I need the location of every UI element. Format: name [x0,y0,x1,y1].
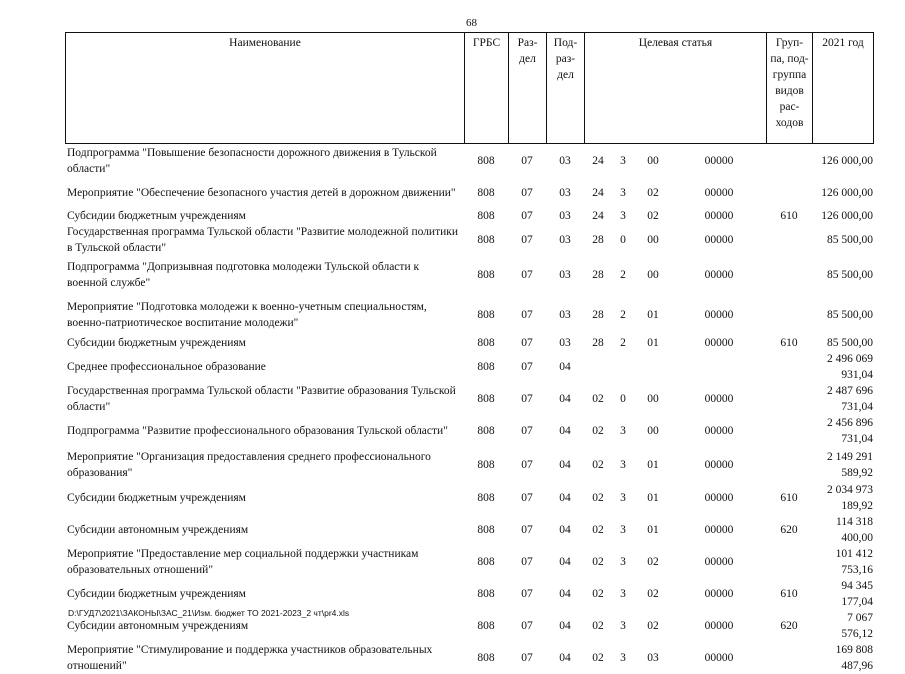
row-grbs: 808 [477,492,495,504]
row-target-event: 00 [647,393,659,405]
row-amount: 2 456 896 731,04 [827,417,873,445]
table-row [65,177,873,208]
table-row [65,482,873,514]
row-target-program: 02 [592,620,604,632]
row-razdel: 07 [521,361,533,373]
row-razdel: 07 [521,588,533,600]
row-amount: 7 067 576,12 [841,612,873,640]
row-target-subprogram: 3 [620,210,626,222]
row-expense-group [766,224,812,256]
row-name: Мероприятие "Стимулирование и поддержка участников образовательных отношений" [67,644,433,672]
table-row [65,224,873,256]
row-target-direction [672,351,766,383]
header-target: Целевая статья [585,33,767,144]
row-grbs: 808 [477,620,495,632]
row-target-subprogram: 3 [620,620,626,632]
row-target-subprogram: 3 [620,556,626,568]
table-row [65,351,873,383]
row-target-direction: 00000 [704,337,734,349]
row-target-event: 02 [647,556,659,568]
row-expense-group [766,383,812,415]
row-amount: 85 500,00 [827,337,873,349]
row-expense-group: 620 [780,620,798,632]
row-name: Субсидии автономным учреждениям [67,524,249,536]
row-razdel: 07 [521,524,533,536]
row-podrazdel: 03 [559,186,571,199]
row-target-direction: 00000 [704,524,734,536]
table-row [65,546,873,578]
table-row [65,642,873,674]
row-amount: 2 034 973 189,92 [827,484,873,512]
header-podrazdel: Под-раз-дел [547,33,585,144]
row-target-program: 24 [592,186,604,199]
row-expense-group [766,256,812,294]
row-target-subprogram: 0 [620,234,626,246]
row-target-direction: 00000 [704,308,734,321]
header-razdel: Раз-дел [509,33,547,144]
row-razdel: 07 [521,620,533,632]
row-amount: 114 318 400,00 [836,516,873,544]
row-name: Мероприятие "Подготовка молодежи к военно-учетным специальностям, военно-патриотическое воспитание молодежи" [67,300,427,329]
row-target-program: 24 [592,210,604,222]
row-podrazdel: 03 [559,308,571,321]
row-podrazdel: 04 [559,425,571,437]
row-grbs: 808 [477,210,495,222]
row-expense-group [766,546,812,578]
row-podrazdel: 03 [559,210,571,222]
row-podrazdel: 04 [559,652,571,664]
row-target-direction: 00000 [704,588,734,600]
row-expense-group [766,642,812,674]
row-expense-group: 610 [780,337,798,349]
row-razdel: 07 [521,393,533,405]
row-podrazdel: 03 [559,269,571,281]
row-target-program: 02 [592,556,604,568]
row-name: Подпрограмма "Повышение безопасности дорожного движения в Тульской области" [67,147,437,175]
row-target-direction: 00000 [704,425,734,437]
row-target-event: 01 [647,337,659,349]
row-amount: 94 345 177,04 [841,580,873,608]
file-path: D:\ГУД7\2021\ЗАКОНЫ\ЗАС_21\Изм. бюджет ТО 2021-2023_2 чт\pr4.xls [68,608,350,618]
row-amount: 169 808 487,96 [835,644,873,672]
row-target-event: 01 [647,458,659,471]
row-podrazdel: 03 [559,337,571,349]
row-name: Государственная программа Тульской области "Развитие молодежной политики в Тульской области" [67,226,459,254]
row-expense-group [766,294,812,335]
header-name: Наименование [66,33,465,144]
row-target-program: 24 [592,155,604,167]
row-target-event: 02 [647,588,659,600]
table-row [65,447,873,482]
row-grbs: 808 [477,234,495,246]
row-target-direction: 00000 [704,620,734,632]
row-amount: 85 500,00 [827,308,873,321]
row-podrazdel: 04 [559,556,571,568]
row-grbs: 808 [477,588,495,600]
row-target-event: 03 [647,652,659,664]
row-expense-group: 610 [780,492,798,504]
row-target-program: 02 [592,393,604,405]
row-razdel: 07 [521,425,533,437]
row-expense-group [766,145,812,177]
row-amount: 126 000,00 [821,186,873,199]
row-amount: 2 149 291 589,92 [827,450,873,479]
row-target-program: 28 [592,269,604,281]
row-podrazdel: 03 [559,234,571,246]
row-amount: 2 496 069 931,04 [827,353,873,381]
row-target-subprogram: 3 [620,425,626,437]
table-row [65,514,873,546]
row-name: Подпрограмма "Развитие профессионального образования Тульской области" [67,425,448,437]
row-target-direction: 00000 [704,155,734,167]
header-grbs: ГРБС [465,33,509,144]
table-row [65,383,873,415]
row-grbs: 808 [477,652,495,664]
row-target-event: 01 [647,308,659,321]
row-razdel: 07 [521,186,533,199]
row-amount: 85 500,00 [827,234,873,246]
row-podrazdel: 04 [559,361,571,373]
row-target-direction: 00000 [704,234,734,246]
budget-table [65,145,873,674]
row-grbs: 808 [477,269,495,281]
table-row [65,415,873,447]
row-target-program: 02 [592,492,604,504]
row-target-program [584,351,612,383]
row-grbs: 808 [477,155,495,167]
row-amount: 126 000,00 [821,210,873,222]
row-target-program: 28 [592,234,604,246]
row-name: Среднее профессиональное образование [67,361,266,373]
table-row [65,578,873,610]
row-target-subprogram [612,351,634,383]
table-header [65,32,874,144]
row-grbs: 808 [477,425,495,437]
row-razdel: 07 [521,652,533,664]
row-razdel: 07 [521,337,533,349]
row-grbs: 808 [477,337,495,349]
row-target-event: 02 [647,210,659,222]
row-target-direction: 00000 [704,652,734,664]
row-name: Мероприятие "Обеспечение безопасного участия детей в дорожном движении" [67,186,456,199]
row-name: Государственная программа Тульской области "Развитие образования Тульской области" [67,385,456,413]
row-target-event: 00 [647,425,659,437]
row-expense-group: 610 [780,588,798,600]
row-grbs: 808 [477,308,495,321]
row-name: Субсидии бюджетным учреждениям [67,337,246,349]
header-group: Груп-па, под-группа видов рас-ходов [767,33,813,144]
row-target-event: 02 [647,186,659,199]
row-amount: 126 000,00 [821,155,873,167]
row-razdel: 07 [521,556,533,568]
row-name: Субсидии бюджетным учреждениям [67,210,246,222]
row-target-program: 02 [592,425,604,437]
row-target-subprogram: 2 [620,308,626,321]
row-target-event: 01 [647,524,659,536]
row-podrazdel: 04 [559,458,571,471]
row-target-subprogram: 3 [620,652,626,664]
row-target-direction: 00000 [704,186,734,199]
row-expense-group: 620 [780,524,798,536]
row-expense-group [766,415,812,447]
row-razdel: 07 [521,155,533,167]
row-target-subprogram: 3 [620,458,626,471]
row-target-program: 02 [592,652,604,664]
row-podrazdel: 03 [559,155,571,167]
row-expense-group [766,351,812,383]
row-podrazdel: 04 [559,524,571,536]
row-name: Субсидии автономным учреждениям [67,620,249,632]
row-target-event: 00 [647,155,659,167]
table-row [65,335,873,351]
row-target-event: 00 [647,234,659,246]
row-name: Подпрограмма "Допризывная подготовка молодежи Тульской области к военной службе" [67,261,420,289]
row-target-subprogram: 3 [620,588,626,600]
row-razdel: 07 [521,492,533,504]
row-grbs: 808 [477,361,495,373]
row-razdel: 07 [521,210,533,222]
row-name: Мероприятие "Организация предоставления среднего профессионального образования" [67,450,431,479]
row-grbs: 808 [477,393,495,405]
row-target-event: 01 [647,492,659,504]
row-razdel: 07 [521,308,533,321]
row-target-direction: 00000 [704,210,734,222]
row-podrazdel: 04 [559,620,571,632]
row-target-program: 02 [592,458,604,471]
row-target-subprogram: 2 [620,269,626,281]
row-target-program: 02 [592,588,604,600]
row-name: Субсидии бюджетным учреждениям [67,588,246,600]
row-podrazdel: 04 [559,588,571,600]
row-podrazdel: 04 [559,393,571,405]
header-year: 2021 год [813,33,874,144]
row-target-subprogram: 3 [620,155,626,167]
row-expense-group [766,447,812,482]
row-expense-group [766,177,812,208]
row-grbs: 808 [477,186,495,199]
row-name: Субсидии бюджетным учреждениям [67,492,246,504]
row-target-direction: 00000 [704,458,734,471]
row-razdel: 07 [521,269,533,281]
table-row [65,256,873,294]
table-row [65,145,873,177]
row-podrazdel: 04 [559,492,571,504]
row-razdel: 07 [521,234,533,246]
row-amount: 101 412 753,16 [835,548,873,576]
row-target-subprogram: 3 [620,186,626,199]
row-target-program: 02 [592,524,604,536]
row-grbs: 808 [477,556,495,568]
row-amount: 2 487 696 731,04 [827,385,873,413]
table-row [65,294,873,335]
row-target-subprogram: 3 [620,524,626,536]
row-target-direction: 00000 [704,269,734,281]
row-target-event: 02 [647,620,659,632]
row-name: Мероприятие "Предоставление мер социальной поддержки участникам образовательных отношений" [67,548,419,576]
row-expense-group: 610 [780,210,798,222]
row-grbs: 808 [477,458,495,471]
row-target-program: 28 [592,308,604,321]
row-razdel: 07 [521,458,533,471]
row-target-event [634,351,672,383]
row-target-program: 28 [592,337,604,349]
row-target-direction: 00000 [704,393,734,405]
row-amount: 85 500,00 [827,269,873,281]
row-target-event: 00 [647,269,659,281]
row-grbs: 808 [477,524,495,536]
table-row [65,208,873,224]
row-target-subprogram: 0 [620,393,626,405]
row-target-subprogram: 3 [620,492,626,504]
row-target-direction: 00000 [704,492,734,504]
row-target-subprogram: 2 [620,337,626,349]
row-target-direction: 00000 [704,556,734,568]
page-number: 68 [466,17,477,29]
